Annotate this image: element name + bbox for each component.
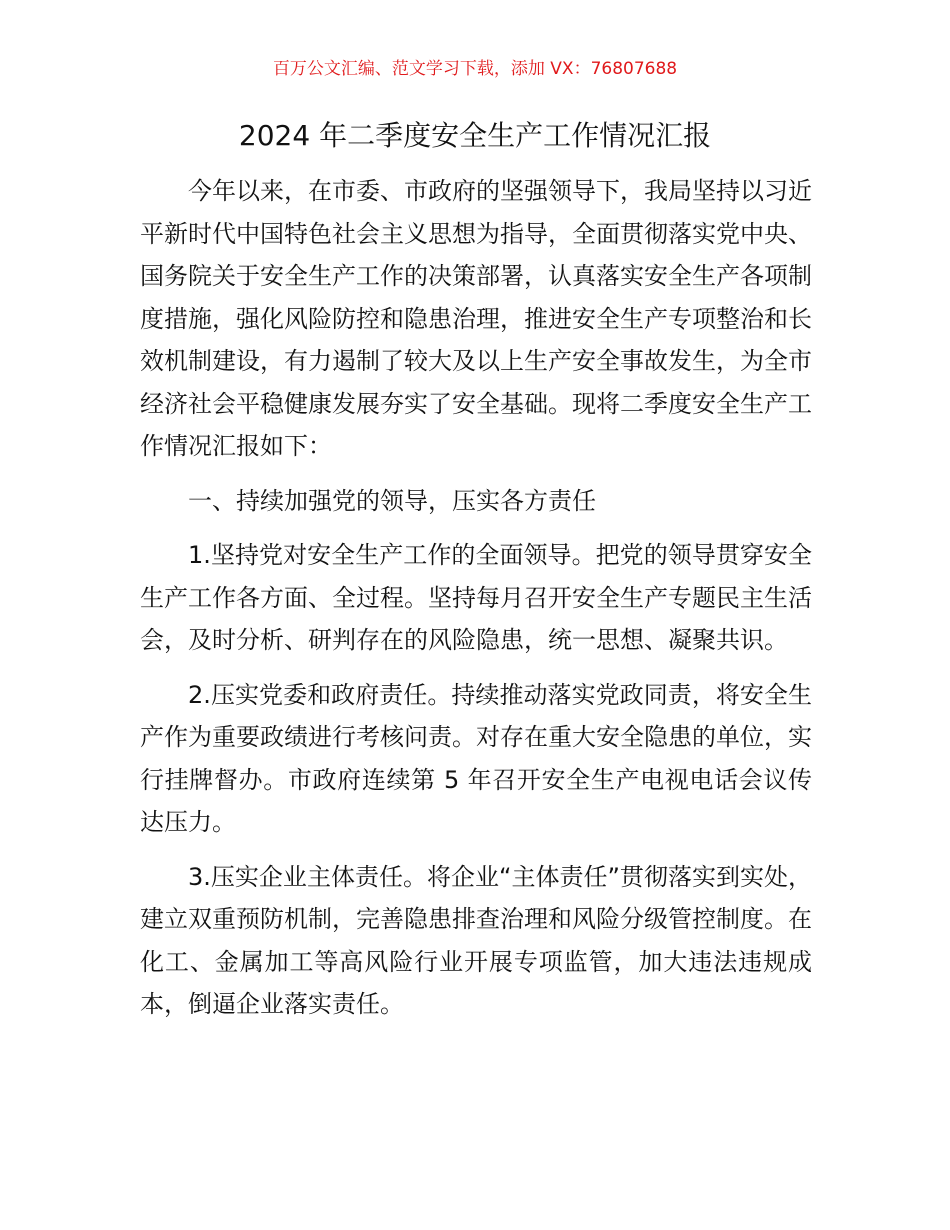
item-paragraph-1: 1.坚持党对安全生产工作的全面领导。把党的领导贯穿安全生产工作各方面、全过程。坚持每月召开安全生产专题民主生活会，及时分析、研判存在的风险隐患，统一思想、凝聚共识。 [140,541,812,654]
section-heading-1: 一、持续加强党的领导，压实各方责任 [188,486,596,515]
document-title: 2024 年二季度安全生产工作情况汇报 [238,119,712,152]
item-paragraph-2: 2.压实党委和政府责任。持续推动落实党政同责，将安全生产作为重要政绩进行考核问责。对存在重大安全隐患的单位，实行挂牌督办。市政府连续第 5 年召开安全生产电视电话会议传达压力。 [140,680,812,836]
item-paragraph-3: 3.压实企业主体责任。将企业“主体责任”贯彻落实到实处，建立双重预防机制，完善隐患排查治理和风险分级管控制度。在化工、金属加工等高风险行业开展专项监管，加大违法违规成本，倒逼企业落实责任。 [140,862,812,1018]
document-body [140,170,812,1026]
intro-paragraph: 今年以来，在市委、市政府的坚强领导下，我局坚持以习近平新时代中国特色社会主义思想为指导，全面贯彻落实党中央、国务院关于安全生产工作的决策部署，认真落实安全生产各项制度措施，强化风险防控和隐患治理，推进安全生产专项整治和长效机制建设，有力遏制了较大及以上生产安全事故发生，为全市经济社会平稳健康发展夯实了安全基础。现将二季度安全生产工作情况汇报如下： [140,177,812,460]
watermark-banner: 百万公文汇编、范文学习下载，添加 VX：76807688 [272,59,678,79]
